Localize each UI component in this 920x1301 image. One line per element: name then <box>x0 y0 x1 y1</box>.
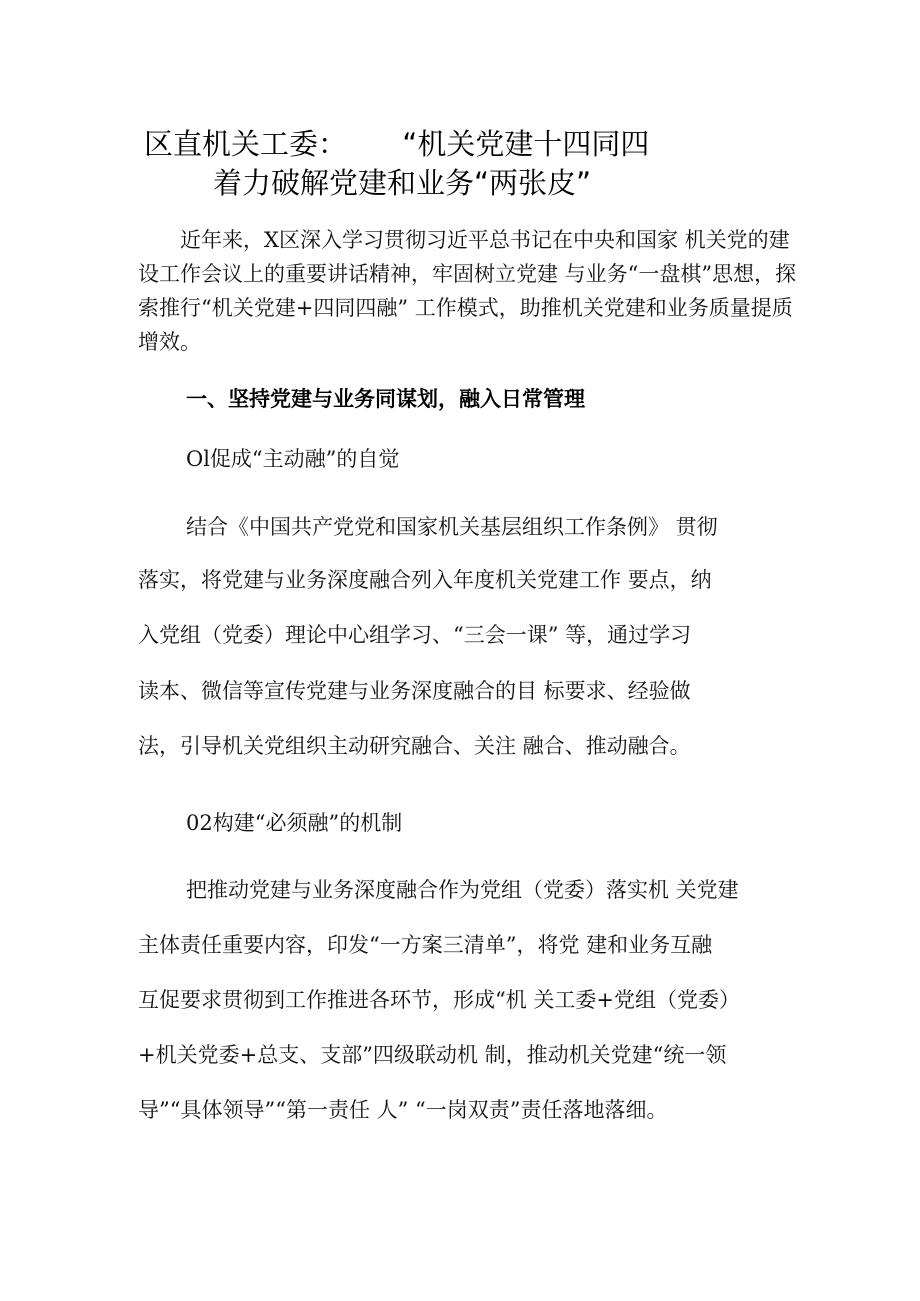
subsection-2-line-5: 导”“具体领导”“第一责任 人” “一岗双责”责任落地落细。 <box>138 1098 668 1122</box>
subsection-1-line-1: 结合《中国共产党党和国家机关基层组织工作条例》 贯彻 <box>186 515 718 539</box>
subsection-2-line-4: +机关党委+总支、支部”四级联动机 制，推动机关党建“统一领 <box>138 1043 727 1067</box>
subsection-1-line-4: 读本、微信等宣传党建与业务深度融合的目 标要求、经验做 <box>138 679 691 703</box>
subsection-2-line-2: 主体责任重要内容，印发“一方案三清单”，将党 建和业务互融 <box>138 933 713 957</box>
subsection-2-line-3: 互促要求贯彻到工作推进各环节，形成“机 关工委+党组（党委） <box>138 988 741 1012</box>
subsection-1-heading: Ol促成“主动融”的自觉 <box>186 447 400 471</box>
subsection-1-line-5: 法，引导机关党组织主动研究融合、关注 融合、推动融合。 <box>138 734 691 758</box>
intro-paragraph <box>138 223 798 359</box>
document-title-line-2: 着力破解党建和业务“两张皮” <box>213 166 592 200</box>
subsection-2-line-1: 把推动党建与业务深度融合作为党组（党委）落实机 关党建 <box>186 878 739 902</box>
document-title-line-1: 区直机关工委： “机关党建十四同四 <box>144 127 650 161</box>
subsection-1-line-3: 入党组（党委）理论中心组学习、“三会一课” 等，通过学习 <box>138 623 692 647</box>
intro-text: 近年来，X区深入学习贯彻习近平总书记在中央和国家 机关党的建设工作会议上的重要讲话精神，牢固树立党建 与业务“一盘棋”思想，探索推行“机关党建+四同四融” 工作模式，助推机关党建和业务质量提质增效。 <box>138 228 797 354</box>
subsection-1-line-2: 落实，将党建与业务深度融合列入年度机关党建工作 要点，纳 <box>138 568 712 592</box>
section-1-heading: 一、坚持党建与业务同谋划，融入日常管理 <box>186 387 585 411</box>
subsection-2-heading: 02构建“必须融”的机制 <box>186 811 403 835</box>
